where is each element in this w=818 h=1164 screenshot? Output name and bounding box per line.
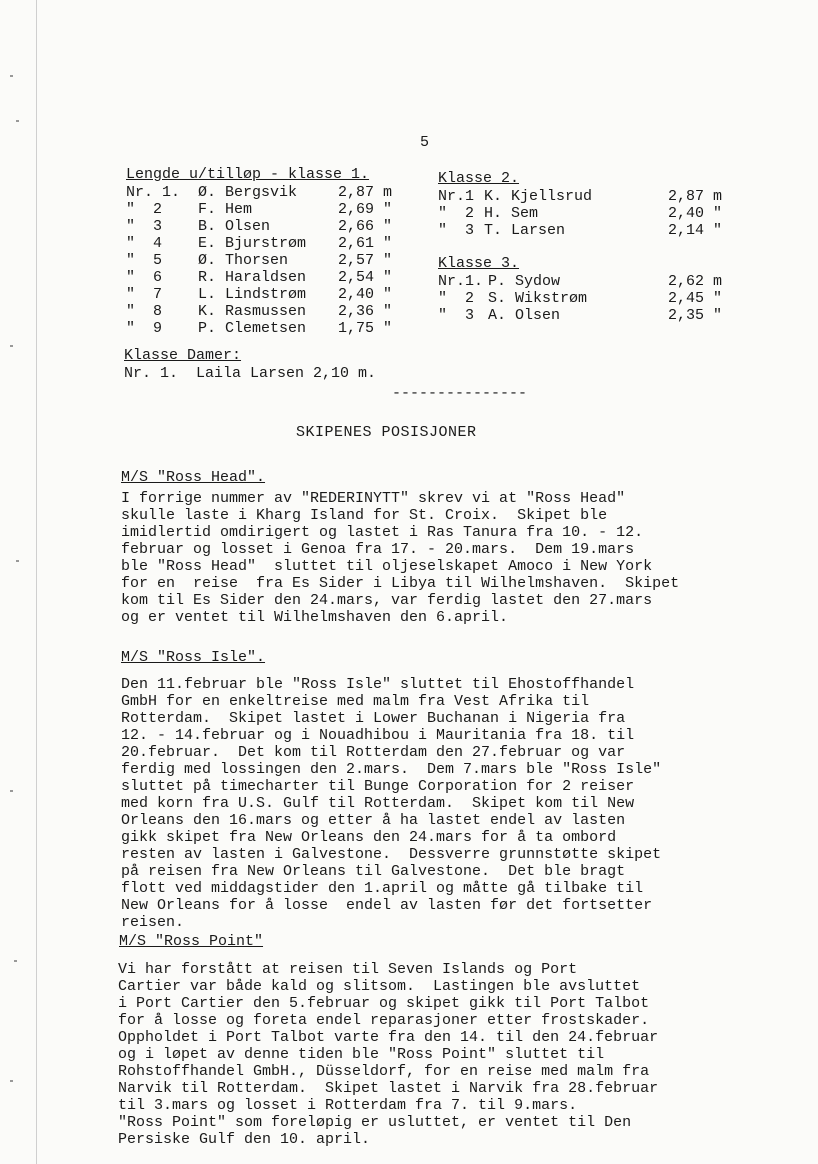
text-line: Rotterdam. Skipet lastet i Lower Buchanan i Nigeria fra (121, 710, 626, 727)
text-line: kom til Es Sider den 24.mars, var ferdig lastet den 27.mars (121, 592, 653, 609)
text-line: i Port Cartier den 5.februar og skipet gikk til Port Talbot (118, 995, 650, 1012)
text-line: I forrige nummer av "REDERINYTT" skrev vi at "Ross Head" (121, 490, 626, 507)
text-line: "Ross Point" som foreløpig er usluttet, er ventet til Den (118, 1114, 632, 1131)
text-line: New Orleans for å losse endel av lasten før det fortsetter (121, 897, 653, 914)
section-title: SKIPENES POSISJONER (296, 424, 477, 441)
klasse3-row-name: A. Olsen (488, 307, 561, 324)
klasse2-row-value: 2,40 " (668, 205, 723, 222)
text-line: 12. - 14.februar og i Nouadhibou i Mauritania fra 18. til (121, 727, 635, 744)
page-edge (36, 0, 37, 1164)
text-line: reisen. (121, 914, 185, 931)
text-line: gikk skipet fra New Orleans den 24.mars for å ta ombord (121, 829, 617, 846)
klasse1-row-value: 2,87 m (338, 184, 393, 201)
klasse1-row-value: 2,66 " (338, 218, 393, 235)
text-line: februar og losset i Genoa fra 17. - 20.mars. Dem 19.mars (121, 541, 635, 558)
klasse2-row-value: 2,87 m (668, 188, 723, 205)
text-line: Orleans den 16.mars og etter å ha lastet endel av lasten (121, 812, 626, 829)
klasse2-row-nr: Nr.1 (438, 188, 475, 205)
klasse2-row-nr: " 3 (438, 222, 475, 239)
text-line: Oppholdet i Port Talbot varte fra den 14. til den 24.februar (118, 1029, 659, 1046)
klasse1-row-nr: " 6 (126, 269, 163, 286)
klasse1-row-nr: Nr. 1. (126, 184, 181, 201)
text-line: skulle laste i Kharg Island for St. Croix. Skipet ble (121, 507, 608, 524)
ship-paragraph-ross-isle (121, 676, 761, 931)
scan-mark (14, 960, 17, 962)
text-line: Vi har forstått at reisen til Seven Islands og Port (118, 961, 578, 978)
ship-heading-ross-point: M/S "Ross Point" (119, 933, 264, 950)
scan-mark (10, 345, 13, 347)
klasse1-row-value: 2,54 " (338, 269, 393, 286)
klasse1-row-name: P. Clemetsen (198, 320, 307, 337)
klasse3-row-value: 2,45 " (668, 290, 723, 307)
text-line: for å losse og foreta endel reparasjoner etter frostskader. (118, 1012, 650, 1029)
text-line: sluttet på timecharter til Bunge Corporation for 2 reiser (121, 778, 635, 795)
scan-mark (10, 75, 13, 77)
scan-mark (10, 790, 13, 792)
damer-title: Klasse Damer: (124, 347, 242, 364)
ship-paragraph-ross-point (118, 961, 758, 1148)
scan-mark (16, 560, 19, 562)
text-line: Rohstoffhandel GmbH., Düsseldorf, for en reise med malm fra (118, 1063, 650, 1080)
klasse3-row-nr: " 3 (438, 307, 475, 324)
text-line: flott ved middagstider den 1.april og måtte gå tilbake til (121, 880, 644, 897)
klasse1-row-name: Ø. Bergsvik (198, 184, 298, 201)
klasse1-row-nr: " 2 (126, 201, 163, 218)
klasse1-row-value: 2,36 " (338, 303, 393, 320)
klasse1-row-name: Ø. Thorsen (198, 252, 289, 269)
klasse1-row-value: 2,57 " (338, 252, 393, 269)
klasse3-row-value: 2,62 m (668, 273, 723, 290)
scan-mark (10, 1080, 13, 1082)
ship-heading-ross-isle: M/S "Ross Isle". (121, 649, 266, 666)
ship-heading-ross-head: M/S "Ross Head". (121, 469, 266, 486)
text-line: GmbH for en enkeltreise med malm fra Vest Afrika til (121, 693, 590, 710)
text-line: til 3.mars og losset i Rotterdam fra 7. til 9.mars. (118, 1097, 578, 1114)
klasse2-row-name: H. Sem (484, 205, 539, 222)
klasse1-row-nr: " 5 (126, 252, 163, 269)
klasse2-row-nr: " 2 (438, 205, 475, 222)
klasse2-row-value: 2,14 " (668, 222, 723, 239)
klasse1-row-name: E. Bjurstrøm (198, 235, 307, 252)
klasse1-row-name: L. Lindstrøm (198, 286, 307, 303)
klasse1-row-name: F. Hem (198, 201, 253, 218)
klasse1-row-name: R. Haraldsen (198, 269, 307, 286)
text-line: Persiske Gulf den 10. april. (118, 1131, 371, 1148)
text-line: ble "Ross Head" sluttet til oljeselskapet Amoco i New York (121, 558, 653, 575)
klasse3-row-name: P. Sydow (488, 273, 561, 290)
klasse3-row-nr: " 2 (438, 290, 475, 307)
klasse1-row-nr: " 8 (126, 303, 163, 320)
scan-mark (16, 120, 19, 122)
divider: --------------- (392, 385, 528, 402)
klasse1-row-value: 1,75 " (338, 320, 393, 337)
text-line: ferdig med lossingen den 2.mars. Dem 7.mars ble "Ross Isle" (121, 761, 662, 778)
klasse1-row-value: 2,69 " (338, 201, 393, 218)
text-line: med korn fra U.S. Gulf til Rotterdam. Skipet kom til New (121, 795, 635, 812)
klasse2-row-name: K. Kjellsrud (484, 188, 593, 205)
text-line: og i løpet av denne tiden ble "Ross Point" sluttet til (118, 1046, 605, 1063)
klasse3-row-nr: Nr.1. (438, 273, 484, 290)
klasse1-row-value: 2,61 " (338, 235, 393, 252)
ship-paragraph-ross-head (121, 490, 761, 626)
text-line: 20.februar. Det kom til Rotterdam den 27.februar og var (121, 744, 626, 761)
text-line: resten av lasten i Galvestone. Dessverre grunnstøtte skipet (121, 846, 662, 863)
text-line: Den 11.februar ble "Ross Isle" sluttet til Ehostoffhandel (121, 676, 635, 693)
text-line: imidlertid omdirigert og lastet i Ras Tanura fra 10. - 12. (121, 524, 644, 541)
klasse1-row-value: 2,40 " (338, 286, 393, 303)
klasse1-row-name: B. Olsen (198, 218, 271, 235)
text-line: Narvik til Rotterdam. Skipet lastet i Narvik fra 28.februar (118, 1080, 659, 1097)
klasse1-row-nr: " 9 (126, 320, 163, 337)
damer-row: Nr. 1. Laila Larsen 2,10 m. (124, 365, 377, 382)
klasse3-row-value: 2,35 " (668, 307, 723, 324)
text-line: for en reise fra Es Sider i Libya til Wilhelmshaven. Skipet (121, 575, 680, 592)
klasse2-row-name: T. Larsen (484, 222, 566, 239)
text-line: og er ventet til Wilhelmshaven den 6.april. (121, 609, 509, 626)
klasse1-row-nr: " 3 (126, 218, 163, 235)
klasse1-row-name: K. Rasmussen (198, 303, 307, 320)
klasse1-row-nr: " 4 (126, 235, 163, 252)
page-number: 5 (420, 134, 430, 151)
klasse2-title: Klasse 2. (438, 170, 520, 187)
klasse1-title: Lengde u/tilløp - klasse 1. (126, 166, 370, 183)
klasse3-title: Klasse 3. (438, 255, 520, 272)
klasse3-row-name: S. Wikstrøm (488, 290, 588, 307)
text-line: på reisen fra New Orleans til Galvestone. Det ble bragt (121, 863, 626, 880)
text-line: Cartier var både kald og slitsom. Lastingen ble avsluttet (118, 978, 641, 995)
klasse1-row-nr: " 7 (126, 286, 163, 303)
